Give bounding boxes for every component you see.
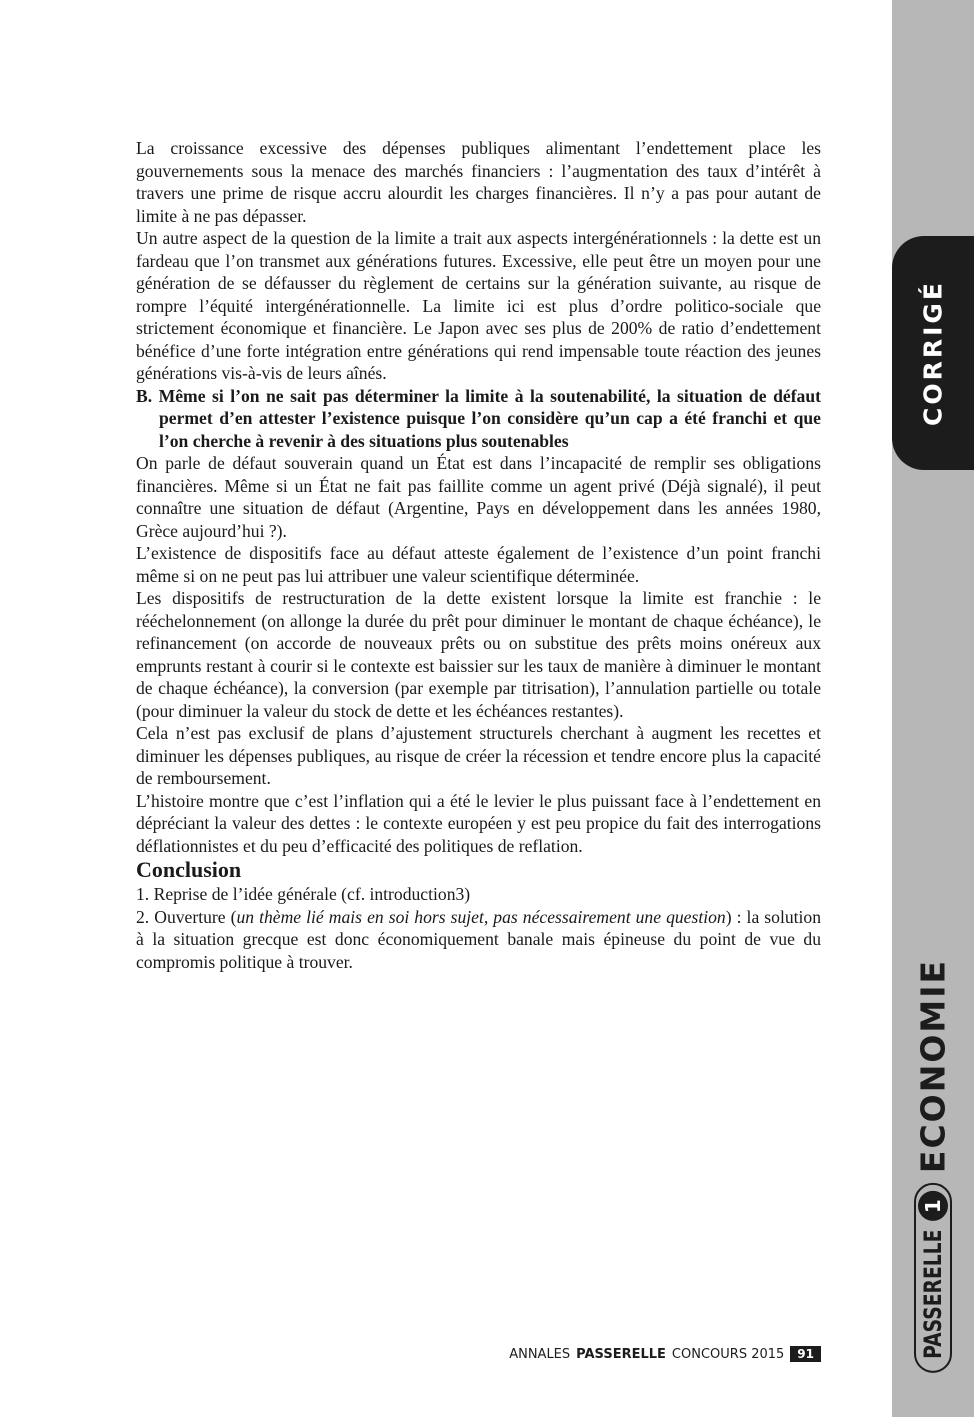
section-label: ECONOMIE — [913, 958, 953, 1174]
page-footer — [509, 1346, 821, 1362]
footer-prefix: ANNALES — [509, 1346, 571, 1362]
conclusion-title: Conclusion — [136, 857, 242, 882]
paragraph: L’existence de dispositifs face au défaut atteste également de l’existence d’un point franchi même si on ne peut pas lui attribuer une valeur scientifique déterminée. — [136, 543, 821, 586]
paragraph: La croissance excessive des dépenses publiques alimentant l’endettement place les gouvernements sous la menace des marchés financiers : l’augmentation des taux d’intérêt à travers une prime de risque accru alourdit les charges financières. Il n’y a pas pour autant de limite à ne pas dépasser. — [136, 138, 821, 226]
paragraph: Cela n’est pas exclusif de plans d’ajustement structurels cherchant à augment les recettes et diminuer les dépenses publiques, au risque de créer la récession et tendre encore plus la capacité de remboursement. — [136, 723, 821, 788]
page-body — [136, 137, 821, 973]
conclusion-item-2 — [136, 906, 821, 974]
paragraph: Les dispositifs de restructuration de la dette existent lorsque la limite est franchie : le rééchelonnement (on allonge la durée du prêt pour diminuer le montant de chaque échéance), le refinancement (on accorde de nouveaux prêts ou on substitue des prêts moins onéreux aux emprunts restant à courir si le contexte est baissier sur les taux de manière à diminuer le montant de chaque échéance), la conversion (par exemple par titrisation), l’annulation partielle ou totale (pour diminuer la valeur du stock de dette et les échéances restantes). — [136, 588, 821, 721]
paragraph: L’histoire montre que c’est l’inflation qui a été le levier le plus puissant face à l’endettement en dépréciant la valeur des dettes : le contexte européen y est peu propice du fait des interrogations déflationnistes et du peu d’efficacité des politiques de reflation. — [136, 790, 821, 856]
footer-brand: PASSERELLE — [576, 1346, 666, 1362]
conclusion-item-2-italic: un thème lié mais en soi hors sujet, pas nécessairement une question — [236, 906, 726, 927]
paragraph: On parle de défaut souverain quand un État est dans l’incapacité de remplir ses obligations financières. Même si un État ne fait pas faillite comme un agent privé (Déjà signalé), il peut connaître une situation de défaut (Argentine, Pays en développement dans les années 1980, Grèce aujourd’hui ?). — [136, 453, 821, 541]
conclusion-item-2-prefix: 2. Ouverture ( — [136, 906, 237, 927]
paragraph: Un autre aspect de la question de la limite a trait aux aspects intergénérationnels : la dette est un fardeau que l’on transmet aux générations futures. Excessive, elle peut être un moyen pour une génération de se défausser du règlement de certains sur la génération suivante, au risque de rompre l’équité intergénérationnelle. La limite ici est plus d’ordre politico-sociale que strictement économique et financière. Le Japon avec ses plus de 200% de ratio d’endettement bénéfice d’une forte intégration entre générations qui rend impensable toute réaction des jeunes générations vis-à-vis de leurs aînés. — [136, 228, 821, 383]
logo-number: 1 — [918, 1191, 948, 1221]
logo-text: PASSERELLE — [919, 1229, 947, 1359]
page-number: 91 — [790, 1346, 821, 1362]
section-heading-b: B. Même si l’on ne sait pas déterminer la limite à la soutenabilité, la situation de défaut permet d’en attester l’existence puisque l’on considère qu’un cap a été franchi et que l’on cherche à revenir à des situations plus soutenables — [136, 385, 821, 451]
conclusion-item-2-suffix: ) : la solution à la situation grecque est donc économiquement banale mais épineuse du point de vue du compromis politique à trouver. — [136, 906, 821, 972]
passerelle-logo — [914, 1183, 952, 1373]
footer-suffix: CONCOURS 2015 — [671, 1346, 785, 1362]
tab-label: CORRIGÉ — [918, 280, 948, 426]
conclusion-item-1: 1. Reprise de l’idée générale (cf. introduction3) — [136, 884, 471, 904]
